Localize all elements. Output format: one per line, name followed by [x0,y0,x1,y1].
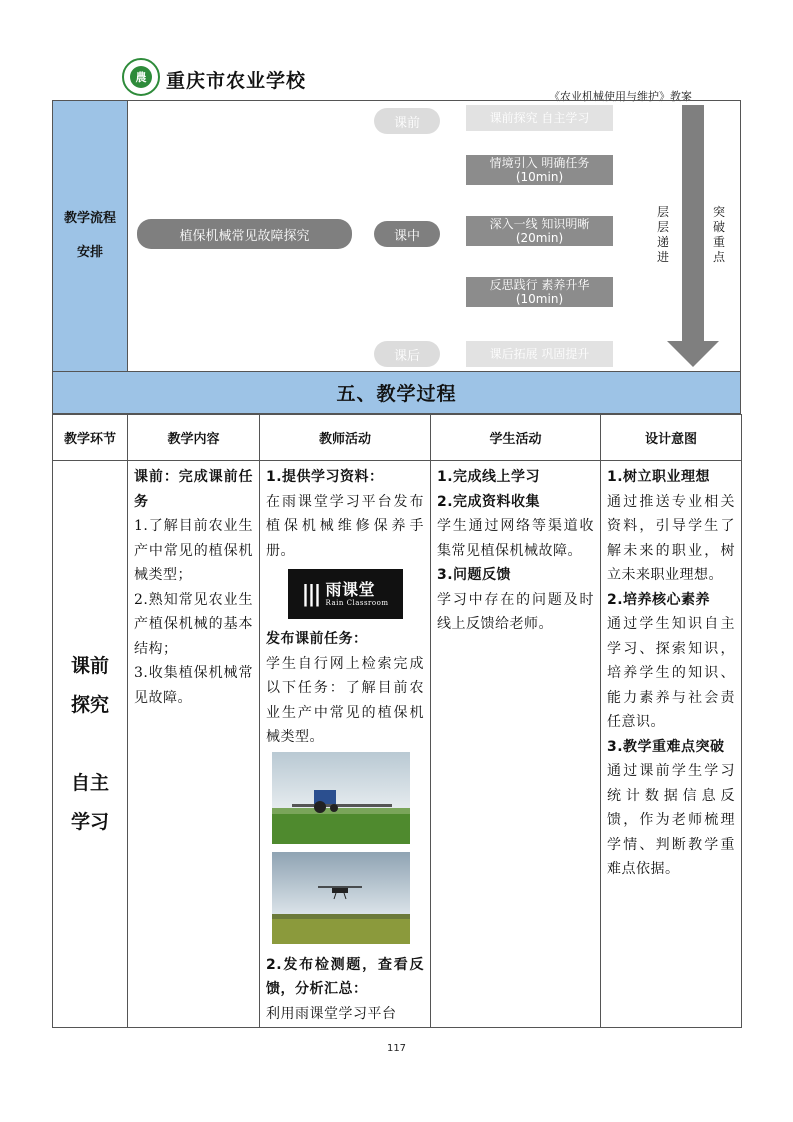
tractor-sprayer-photo [272,752,410,844]
breakthrough-text: 突破重点 [712,205,725,264]
design-cell: 1.树立职业理想 通过推送专业相关资料，引导学生了解未来的职业，树立未来职业理想。 2.培养核心素养 通过学生知识自主学习、探索知识，培养学生的知识、能力素养与社会责任意识。 3.教学重难点突破 通过课前学生学习统计数据信息反馈，作为老师梳理学情、判断教学重难点依据。 [601,461,742,1028]
page-number: 117 [386,1043,407,1054]
flow-label: 教学流程 安排 [53,101,128,371]
rain-classroom-logo: ||| 雨课堂 Rain Classroom [288,569,403,619]
table-header-row [53,415,742,461]
school-name: 重庆市农业学校 [166,70,307,92]
school-emblem-icon: 農 [122,58,160,96]
col-header: 学生活动 [431,415,601,461]
col-header: 教学环节 [53,415,128,461]
stage-after-pill: 课后 [374,341,440,367]
stage-cell: 课前 探究 自主 学习 [53,461,128,1028]
stage-during-pill: 课中 [374,221,440,247]
teacher-cell: 1.提供学习资料： 在雨课堂学习平台发布植保机械维修保养手册。 ||| 雨课堂 Rain Classroom 发布课前任务： 学生自行网上检索完成以下任务：了解目前农业生产中常见的植保机械类型。 2.发布检测题，查看反馈，分析汇总： 利用雨课堂学习平台 [260,461,431,1028]
table-row [53,461,742,1028]
stage-before-pill: 课前 [374,108,440,134]
step-after-box: 课后拓展 巩固提升 [466,341,613,367]
content-cell: 课前：完成课前任务 1.了解目前农业生产中常见的植保机械类型； 2.熟知常见农业生产植保机械的基本结构； 3.收集植保机械常见故障。 [128,461,260,1028]
col-header: 设计意图 [601,415,742,461]
step3-box: 反思践行 素养升华 (10min) [466,277,613,307]
student-cell: 1.完成线上学习 2.完成资料收集 学生通过网络等渠道收集常见植保机械故障。 3.问题反馈 学习中存在的问题及时线上反馈给老师。 [431,461,601,1028]
drone-sprayer-photo [272,852,410,944]
teaching-flow-panel [52,100,741,372]
process-table [52,414,742,1028]
progress-text: 层层递进 [656,205,669,264]
step1-box: 情境引入 明确任务 (10min) [466,155,613,185]
step2-box: 深入一线 知识明晰 (20min) [466,216,613,246]
main-topic-pill: 植保机械常见故障探究 [137,219,352,249]
course-title: 《农业机械使用与维护》教案 [549,90,692,103]
rain-classroom-icon: ||| [301,580,320,607]
col-header: 教师活动 [260,415,431,461]
col-header: 教学内容 [128,415,260,461]
section-title: 五、教学过程 [52,372,741,414]
page-header [122,58,742,102]
step-before-box: 课前探究 自主学习 [466,105,613,131]
